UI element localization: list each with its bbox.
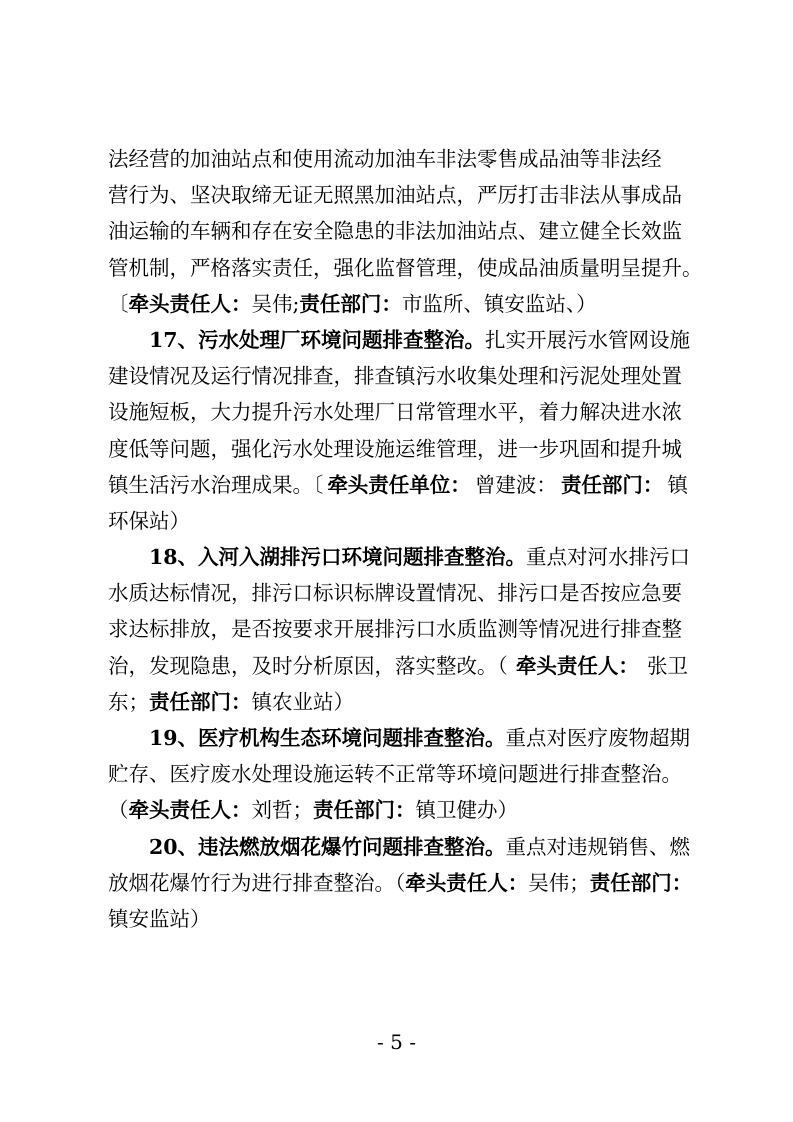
lead-person-label: 牵头责任人： xyxy=(128,798,252,823)
bracket-open: （ xyxy=(108,798,129,823)
paragraph-19-title: 19、医疗机构生态环境问题排查整治。 xyxy=(149,726,506,750)
paragraph-16-line-4 xyxy=(108,250,703,286)
paragraph-20-responsibility xyxy=(108,865,693,901)
paragraph-16-line-3 xyxy=(108,213,688,249)
text-segment: 治，发现隐患，及时分析原因，落实整改。（ xyxy=(108,653,508,678)
paragraph-17-line-4 xyxy=(108,431,688,467)
paragraph-19-line-1 xyxy=(108,720,691,756)
text-line: 水质达标情况，排污口标识标牌设置情况、排污口是否按应急要 xyxy=(108,581,682,606)
department: 环保站） xyxy=(108,508,190,533)
paragraph-17-line-1 xyxy=(108,322,691,358)
document-body xyxy=(108,141,703,937)
paragraph-17-line-2 xyxy=(108,358,688,394)
paragraph-17-line-3 xyxy=(108,394,688,430)
paragraph-19-responsibility xyxy=(108,792,688,828)
lead-person: 张卫 xyxy=(647,653,688,678)
paragraph-17-line-6 xyxy=(108,503,688,539)
department-label: 责任部门： xyxy=(299,291,402,316)
paragraph-18-line-4 xyxy=(108,648,688,684)
paragraph-17-title: 17、污水处理厂环境问题排查整治。 xyxy=(149,327,486,352)
page-number: - 5 - xyxy=(377,1030,416,1054)
paragraph-16-line-1 xyxy=(108,141,688,177)
department: 市监所、镇安监站、） xyxy=(401,291,597,316)
paragraph-20-line-1 xyxy=(108,829,691,865)
text-line: 重点对违规销售、燃 xyxy=(505,834,691,859)
text-line: 重点对河水排污口 xyxy=(526,545,691,570)
paragraph-19-line-2 xyxy=(108,756,688,792)
lead-person: 吴伟； xyxy=(528,870,590,895)
department: 镇 xyxy=(667,472,688,497)
text-line: 油运输的车辆和存在安全隐患的非法加油站点、建立健全长效监 xyxy=(108,219,682,244)
paragraph-16-responsibility xyxy=(108,286,688,322)
paragraph-18-title: 18、入河入湖排污口环境问题排查整治。 xyxy=(149,545,527,570)
text-line: 扎实开展污水管网设施 xyxy=(485,327,691,352)
bracket-open: 〔 xyxy=(108,291,129,316)
text-line: 建设情况及运行情况排查，排查镇污水收集处理和污泥处理处置 xyxy=(108,364,682,389)
department-label: 责任部门： xyxy=(149,689,252,714)
text-line: 重点对医疗废物超期 xyxy=(505,726,691,750)
paragraph-18-line-3 xyxy=(108,611,688,647)
lead-person: 曾建波： xyxy=(474,472,557,497)
lead-person: 东； xyxy=(108,689,149,714)
text-line: 度低等问题，强化污水处理设施运维管理，进一步巩固和提升城 xyxy=(108,436,682,461)
department: 镇卫健办） xyxy=(415,798,518,823)
text-line: 营行为、坚决取缔无证无照黑加油站点，严厉打击非法从事成品 xyxy=(108,183,682,208)
paragraph-20-title: 20、违法燃放烟花爆竹问题排查整治。 xyxy=(149,834,506,859)
lead-person-label: 牵头责任人： xyxy=(405,870,529,895)
lead-person: 吴伟; xyxy=(251,291,300,316)
text-segment: 镇生活污水治理成果。〔 xyxy=(108,472,324,497)
department: 镇农业站） xyxy=(251,689,354,714)
department: 镇安监站） xyxy=(108,906,211,931)
department-label: 责任部门： xyxy=(589,870,693,895)
text-line: 管机制，严格落实责任，强化监督管理，使成品油质量明呈提升。 xyxy=(108,255,703,280)
lead-person: 刘哲； xyxy=(251,798,313,823)
department-label: 责任部门： xyxy=(313,798,416,823)
lead-unit-label: 牵头责任单位： xyxy=(327,472,471,497)
text-segment: 放烟花爆竹行为进行排查整治。（ xyxy=(108,870,406,895)
text-line: 贮存、医疗废水处理设施运转不正常等环境问题进行排查整治。 xyxy=(108,762,682,787)
paragraph-20-line-3 xyxy=(108,901,688,937)
lead-person-label: 牵头责任人： xyxy=(515,653,639,678)
text-line: 求达标排放，是否按要求开展排污口水质监测等情况进行排查整 xyxy=(108,617,682,642)
paragraph-18-line-1 xyxy=(108,539,691,575)
text-line: 法经营的加油站点和使用流动加油车非法零售成品油等非法经 xyxy=(108,147,662,171)
paragraph-18-line-2 xyxy=(108,575,688,611)
department-label: 责任部门： xyxy=(560,472,664,497)
paragraph-18-responsibility xyxy=(108,684,688,720)
lead-person-label: 牵头责任人： xyxy=(128,291,252,316)
text-line: 设施短板，大力提升污水处理厂日常管理水平，着力解决进水浓 xyxy=(108,400,682,425)
paragraph-16-line-2 xyxy=(108,177,688,213)
paragraph-17-responsibility xyxy=(108,467,688,503)
